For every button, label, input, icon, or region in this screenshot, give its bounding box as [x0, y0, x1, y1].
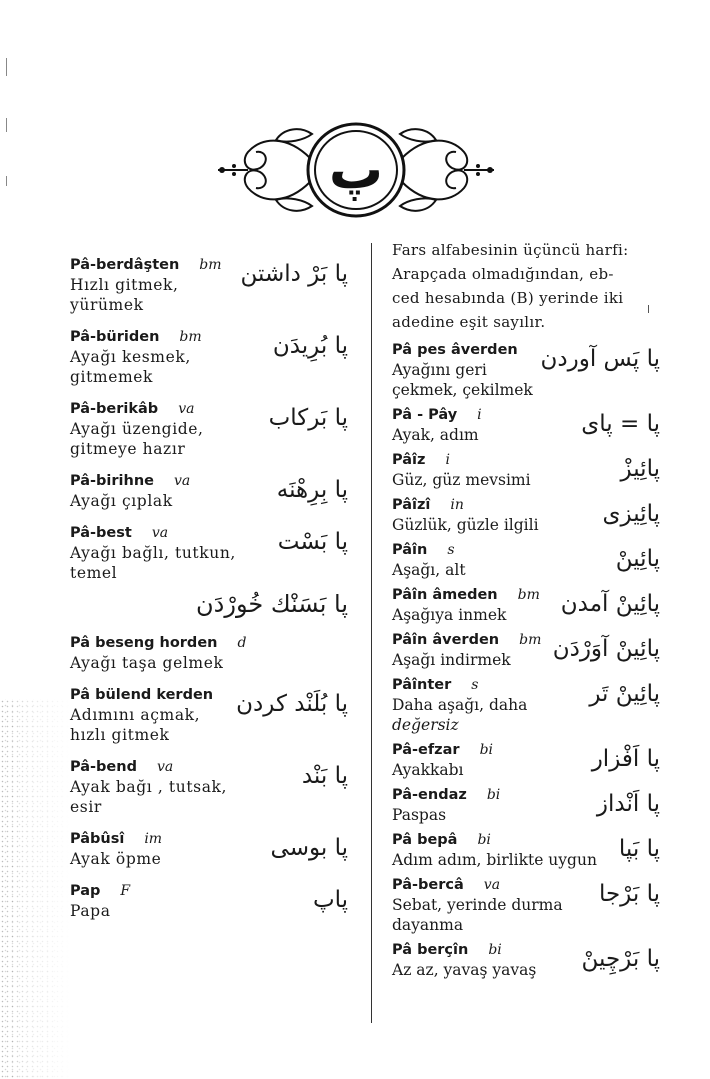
entry-abbreviation: bm	[179, 329, 202, 345]
entry-definition: Ayak, adım	[392, 426, 479, 444]
dictionary-entry	[392, 340, 660, 400]
entry-headword: Pâ-endaz bi	[392, 787, 501, 803]
entry-definition: Daha aşağı, daha	[392, 696, 528, 714]
entry-headword: Pâîn âmeden bm	[392, 587, 540, 603]
entry-abbreviation: bm	[199, 257, 222, 273]
entry-abbreviation: s	[447, 542, 455, 558]
entry-abbreviation: i	[445, 452, 450, 468]
dictionary-entry	[70, 523, 348, 583]
entry-definition: Hızlı gitmek,	[70, 276, 179, 294]
dictionary-entry	[70, 633, 348, 673]
entry-arabic: پائِينْ تَر	[589, 681, 660, 707]
entry-abbreviation: d	[237, 635, 247, 651]
entry-abbreviation: i	[477, 407, 482, 423]
right-column	[392, 238, 660, 985]
entry-arabic: پا بِرِهْنَه	[276, 477, 348, 503]
entry-arabic: پا = پاى	[581, 411, 660, 437]
dictionary-entry	[70, 327, 348, 387]
entry-definition: Sebat, yerinde durma	[392, 896, 563, 914]
entry-headword: Pâ pes âverden	[392, 342, 518, 358]
entry-abbreviation: bm	[517, 587, 540, 603]
dictionary-entry	[70, 881, 348, 921]
dictionary-entry	[70, 255, 348, 315]
dictionary-entry	[70, 471, 348, 511]
paper-grain	[0, 699, 70, 1079]
entry-definition: Ayağı kesmek,	[70, 348, 191, 366]
entry-definition: yürümek	[70, 296, 144, 314]
entry-arabic: پا بَرکاب	[268, 405, 348, 431]
dictionary-entry	[70, 757, 348, 817]
edge-mark	[6, 176, 7, 186]
entry-abbreviation: im	[144, 831, 163, 847]
intro-line: ced hesabında (B) yerinde iki	[392, 289, 624, 307]
entry-arabic: پا بَرْچِينْ	[581, 946, 660, 972]
entry-arabic: پا بَسَنْك خُورْدَن	[196, 590, 348, 618]
intro-line: Arapçada olmadığından, eb-	[392, 265, 614, 283]
entry-headword: Pâ-berikâb va	[70, 401, 195, 417]
dictionary-entry	[392, 940, 660, 980]
entry-arabic: پا اَفْزار	[591, 746, 660, 772]
column-divider	[371, 243, 372, 1023]
entry-definition: dayanma	[392, 916, 464, 934]
entry-definition: Ayağı üzengide,	[70, 420, 204, 438]
entry-definition: Güzlük, güzle ilgili	[392, 516, 539, 534]
dictionary-entry	[392, 875, 660, 935]
entry-definition: temel	[70, 564, 118, 582]
entry-abbreviation: bi	[479, 742, 494, 758]
entry-headword: Pâ berçîn bi	[392, 942, 502, 958]
entry-definition: Adım adım, birlikte uygun	[392, 851, 597, 869]
entry-arabic: پا بُرِیدَن	[272, 333, 348, 359]
entry-definition: çekmek, çekilmek	[392, 381, 533, 399]
entry-headword: Pâbûsî im	[70, 831, 163, 847]
entry-definition: Ayağı bağlı, tutkun,	[70, 544, 236, 562]
entry-abbreviation: bi	[477, 832, 491, 848]
entry-headword: Pâînter s	[392, 677, 479, 693]
entry-headword: Pâ-best va	[70, 525, 169, 541]
dictionary-entry	[392, 740, 660, 780]
intro-line: Fars alfabesinin üçüncü harfi:	[392, 241, 629, 259]
entry-definition: hızlı gitmek	[70, 726, 170, 744]
entry-arabic: پا بُلَنْد كردن	[236, 691, 348, 717]
dictionary-entry	[392, 405, 660, 445]
entry-definition: değersiz	[392, 716, 459, 734]
dictionary-entry	[392, 585, 660, 625]
entry-headword: Pâîz i	[392, 452, 450, 468]
entry-headword: Pâîn âverden bm	[392, 632, 542, 648]
entry-definition: Ayağı taşa gelmek	[70, 654, 224, 672]
entry-abbreviation: F	[120, 883, 131, 899]
entry-definition: Ayağı çıplak	[70, 492, 173, 510]
dictionary-entry	[392, 450, 660, 490]
entry-definition: gitmemek	[70, 368, 154, 386]
entry-abbreviation: va	[151, 525, 169, 541]
entry-headword: Pâîzî in	[392, 497, 464, 513]
entry-definition: Aşağıya inmek	[392, 606, 507, 624]
entry-definition: Aşağı, alt	[392, 561, 466, 579]
entry-headword: Pâ-birihne va	[70, 473, 191, 489]
entry-definition: Papa	[70, 902, 111, 920]
entry-definition: Ayak bağı , tutsak,	[70, 778, 228, 796]
entry-headword: Pâîn s	[392, 542, 455, 558]
dictionary-entry	[70, 685, 348, 745]
entry-definition: gitmeye hazır	[70, 440, 186, 458]
dictionary-entry	[392, 785, 660, 825]
ornament-letter: پ	[328, 138, 384, 201]
left-column	[70, 255, 348, 933]
entry-arabic: پا بَنْد	[301, 763, 348, 789]
entry-definition: Paspas	[392, 806, 447, 824]
dictionary-entry	[70, 399, 348, 459]
entry-arabic: پا بَسْت	[277, 529, 348, 555]
intro-line: adedine eşit sayılır.	[392, 313, 546, 331]
entry-abbreviation: va	[174, 473, 191, 489]
entry-abbreviation: va	[156, 759, 174, 775]
entry-arabic: پا بَرْجا	[598, 881, 660, 907]
entry-arabic: پائِينْ آوَرْدَن	[552, 636, 660, 662]
entry-headword: Pâ bülend kerden	[70, 687, 214, 703]
entry-headword: Pâ bepâ bi	[392, 832, 491, 848]
edge-mark	[6, 58, 7, 76]
entry-abbreviation: in	[450, 497, 464, 513]
entry-arabic: پا پَس آوردن	[540, 346, 660, 372]
entry-arabic: پا بوسى	[270, 835, 348, 861]
dictionary-entry	[392, 495, 660, 535]
entry-headword: Pâ-büriden bm	[70, 329, 202, 345]
entry-definition: Aşağı indirmek	[392, 651, 511, 669]
entry-arabic: پا اَنْداز	[596, 791, 660, 817]
dictionary-entry	[392, 830, 660, 870]
dictionary-entry	[392, 540, 660, 580]
entry-abbreviation: bm	[519, 632, 542, 648]
entry-definition: Az az, yavaş yavaş	[392, 961, 537, 979]
letter-intro	[392, 238, 660, 334]
dictionary-entry	[392, 630, 660, 670]
entry-headword: Pâ-bend va	[70, 759, 174, 775]
entry-abbreviation: va	[483, 877, 501, 893]
entry-definition: Ayak öpme	[70, 850, 162, 868]
entry-arabic: پا بَپا	[618, 836, 660, 862]
entry-arabic: پاپ	[312, 887, 348, 913]
dictionary-entry	[70, 829, 348, 869]
entry-definition: Adımını açmak,	[70, 706, 201, 724]
entry-definition: esir	[70, 798, 102, 816]
entry-abbreviation: s	[471, 677, 479, 693]
entry-arabic: پا بَرْ داشتن	[240, 261, 348, 287]
entry-definition: Ayakkabı	[392, 761, 464, 779]
entry-arabic: پائِيزْ	[620, 456, 660, 482]
entry-arabic: پائِينْ	[615, 546, 660, 572]
entry-headword: Pap F	[70, 883, 131, 899]
entry-definition: Güz, güz mevsimi	[392, 471, 531, 489]
edge-mark	[6, 118, 7, 132]
entry-arabic: پائِينْ آمدن	[560, 591, 660, 617]
entry-abbreviation: bi	[488, 942, 502, 958]
entry-abbreviation: bi	[486, 787, 501, 803]
entry-definition: Ayağını geri	[392, 361, 487, 379]
entry-arabic: پائِيزى	[602, 501, 660, 527]
entry-headword: Pâ - Pây i	[392, 407, 482, 423]
entry-headword: Pâ-efzar bi	[392, 742, 494, 758]
dictionary-entry	[392, 675, 660, 735]
letter-ornament	[218, 118, 494, 222]
entry-headword: Pâ beseng horden d	[70, 635, 247, 651]
entry-headword: Pâ-berdâşten bm	[70, 257, 222, 273]
entry-headword: Pâ-bercâ va	[392, 877, 501, 893]
entry-abbreviation: va	[178, 401, 195, 417]
